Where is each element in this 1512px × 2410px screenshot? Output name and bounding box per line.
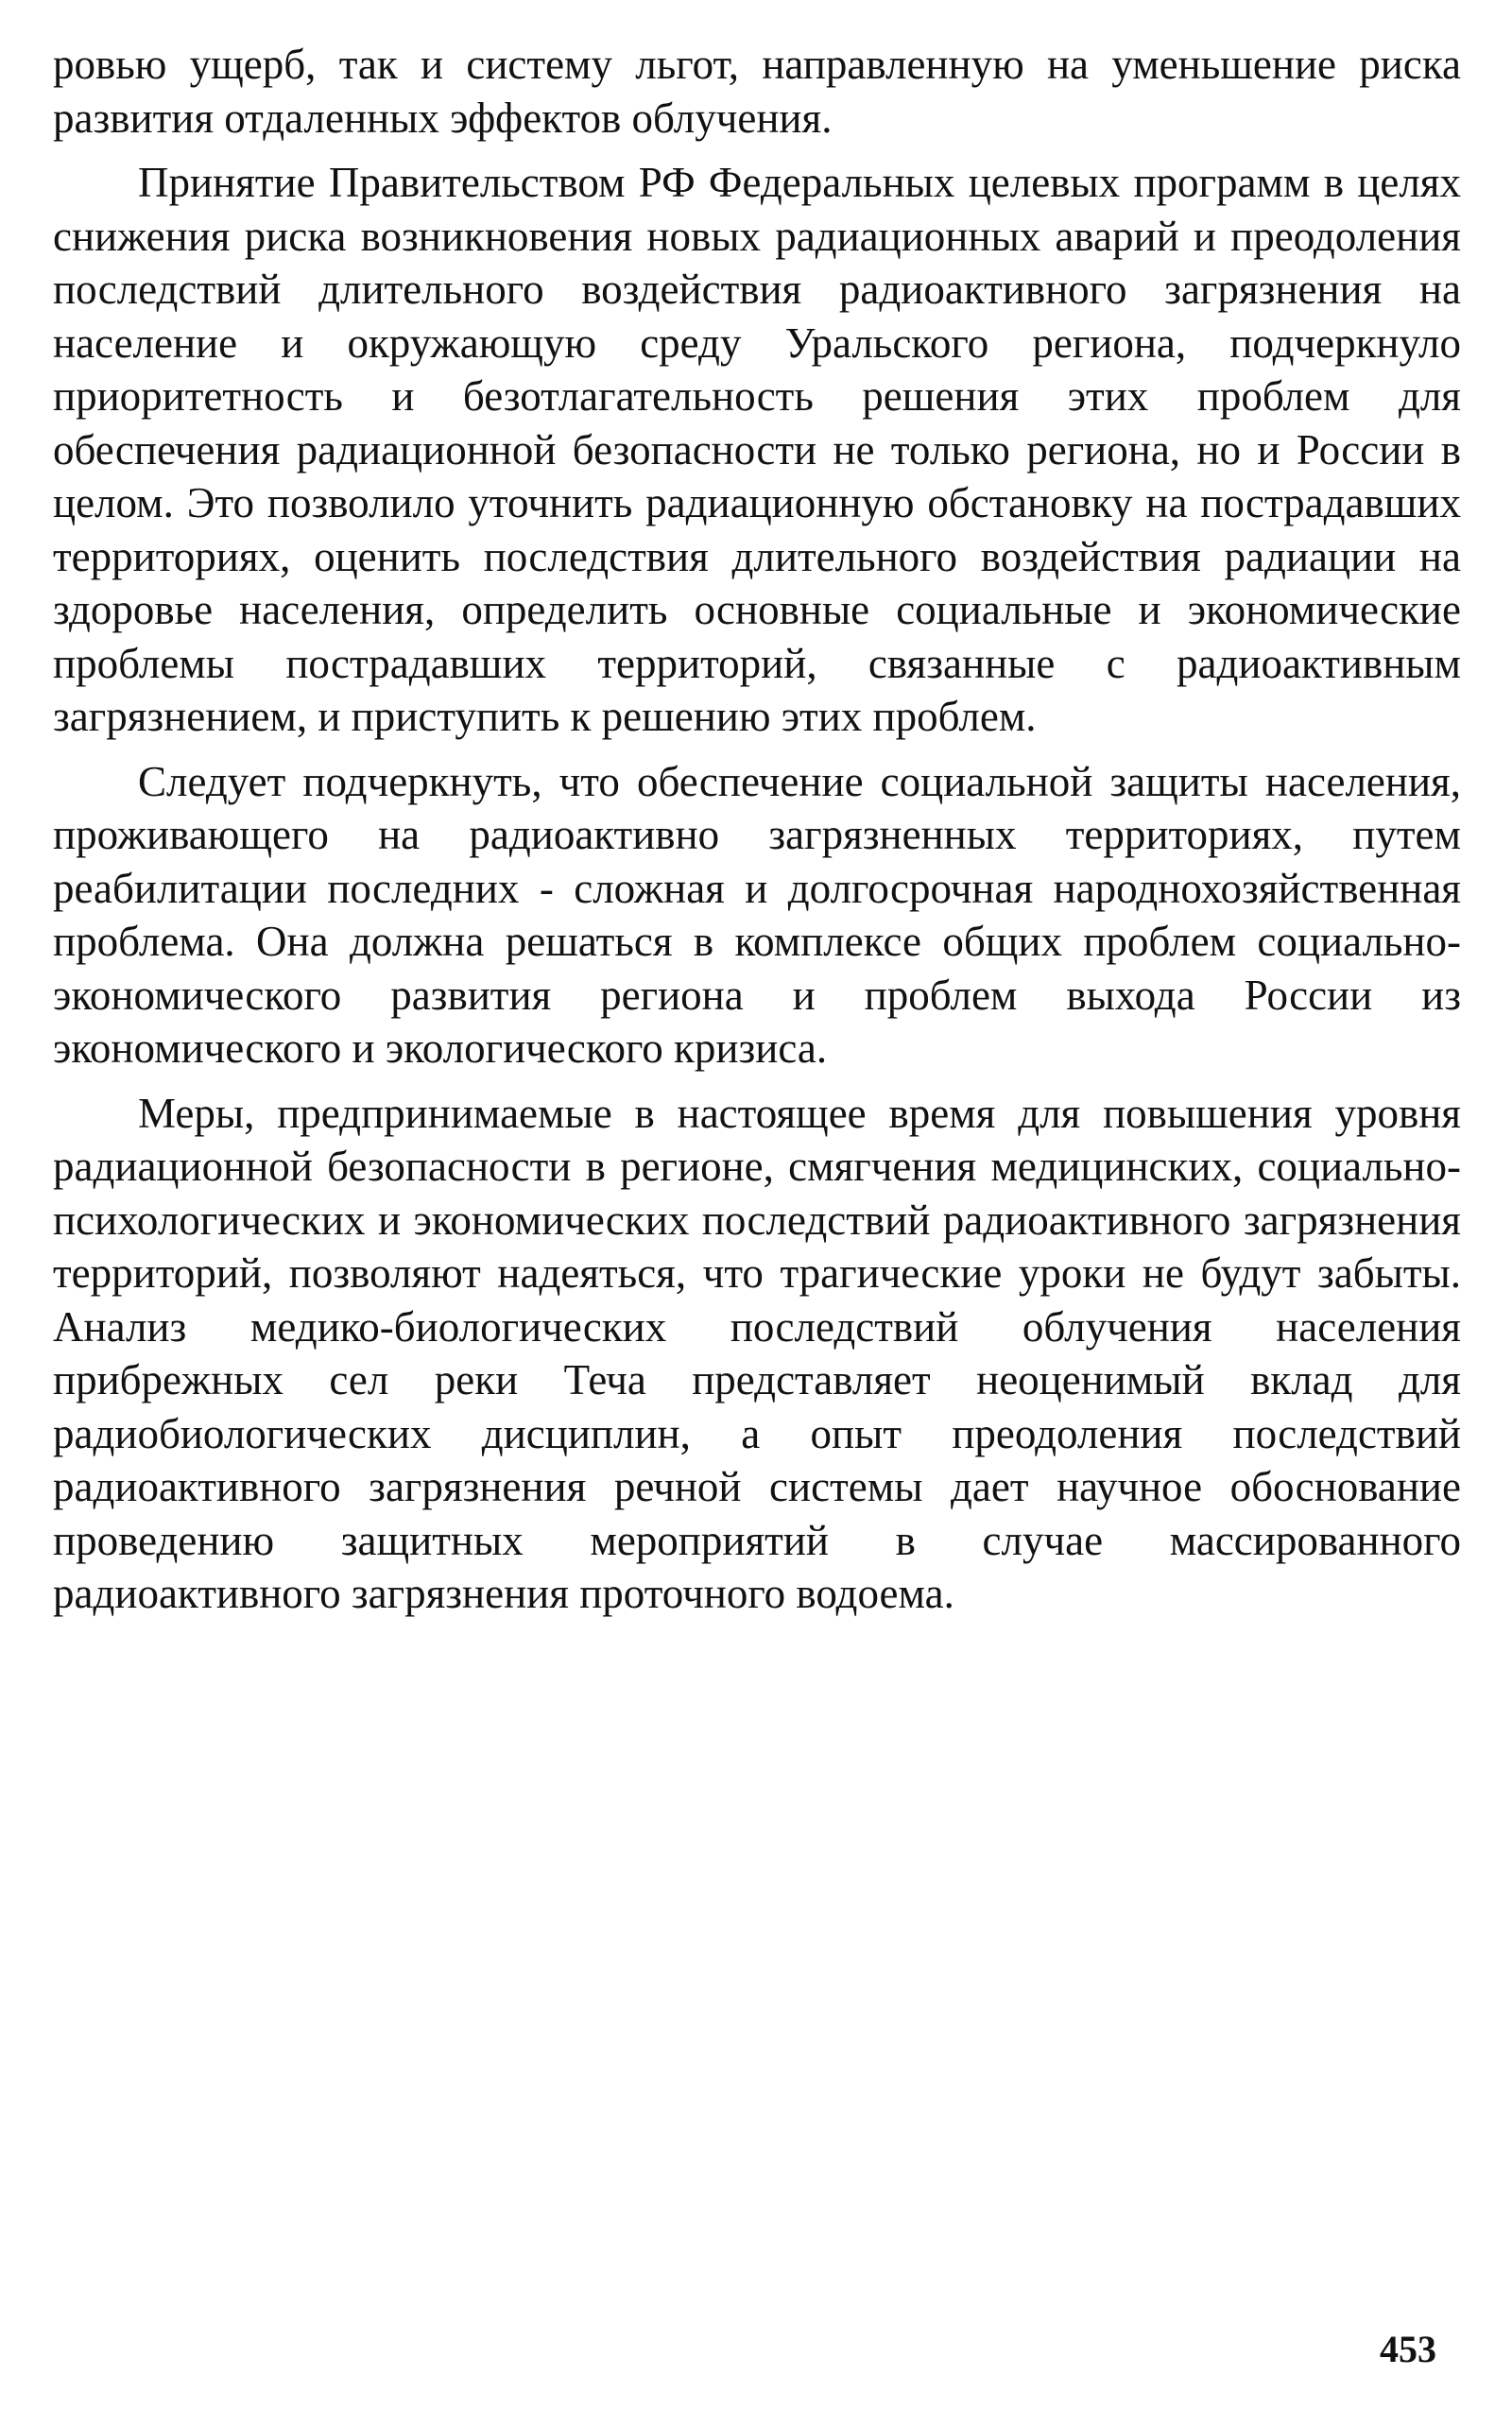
paragraph-continuation: ровью ущерб, так и систему льгот, направленную на уменьшение риска развития отдаленных эффектов облучения. bbox=[53, 41, 1461, 142]
paragraph-measures: Меры, предпринимаемые в настоящее время для повышения уровня радиационной безопасности в регионе, смягчения медицинских, социально-психологических и экономических последствий радиоактивного загрязнения территорий, позволяют надеяться, что трагические уроки не будут забыты. Анализ медико-биологических последствий облучения населения прибрежных сел реки Теча представляет неоценимый вклад для радиобиологических дисциплин, а опыт преодоления последствий радиоактивного загрязнения речной системы дает научное обоснование проведению защитных мероприятий в случае массированного радиоактивного загрязнения проточного водоема. bbox=[53, 1089, 1461, 1617]
paragraph-federal-programs: Принятие Правительством РФ Федеральных целевых программ в целях снижения риска возникновения новых радиационных аварий и преодоления последствий длительного воздействия радиоактивного загрязнения на население и окружающую среду Уральского региона, подчеркнуло приоритетность и безотлагательность решения этих проблем для обеспечения радиационной безопасности не только региона, но и России в целом. Это позволило уточнить радиационную обстановку на пострадавших территориях, оценить последствия длительного воздействия радиации на здоровье населения, определить основные социальные и экономические проблемы пострадавших территорий, связанные с радиоактивным загрязнением, и приступить к решению этих проблем. bbox=[53, 159, 1461, 740]
paragraph-social-protection: Следует подчеркнуть, что обеспечение социальной защиты населения, проживающего на радиоактивно загрязненных территориях, путем реабилитации последних - сложная и долгосрочная народнохозяйственная проблема. Она должна решаться в комплексе общих проблем социально-экономического развития региона и проблем выхода России из экономического и экологического кризиса. bbox=[53, 757, 1461, 1072]
body-text bbox=[53, 38, 1461, 1621]
page-number: 453 bbox=[1380, 2328, 1436, 2370]
